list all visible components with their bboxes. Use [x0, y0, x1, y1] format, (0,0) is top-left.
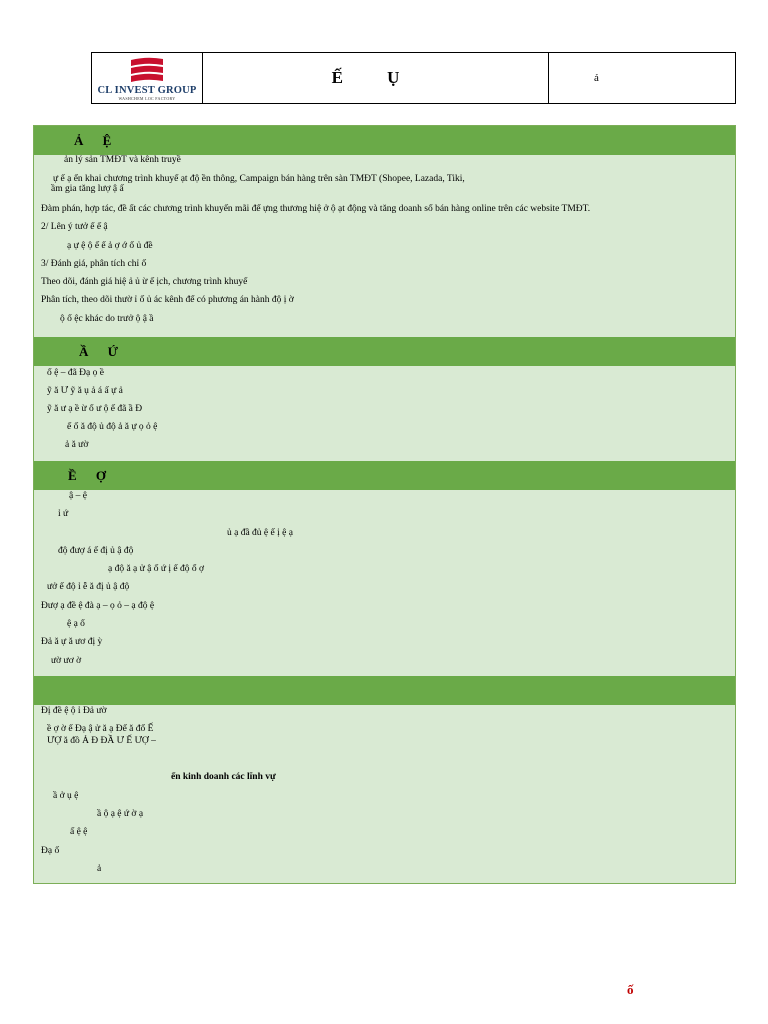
text-line: ạ ự ệ ộ ế ế ả ợ ớ ổ ủ đề [67, 241, 153, 251]
text-line: ƯỢ ă đồ Ả Đ ĐẦ Ư Ế ƯỢ – [47, 736, 156, 746]
text-line: Phân tích, theo dõi thườ ỉ ố ủ ác kênh để có phương án hành độ ị ờ [41, 295, 294, 305]
text-line: ố ệ – đã Đạ ọ ề [47, 368, 104, 378]
text-line: ỹ ă Ư ỹ ă ụ ả á ấ ự ả [47, 386, 123, 396]
text-line: Đàm phán, hợp tác, đề ất các chương trình khuyến mãi để ựng thương hiệ ở ộ ạt động và tăng doanh số bán hàng online trên các website TMĐT. [41, 204, 591, 214]
document-title: Ế Ụ [203, 53, 549, 103]
company-name: CL INVEST GROUP [97, 84, 197, 96]
text-line: ế ố ă độ ủ độ ả ă ự ọ ỏ ệ [67, 422, 158, 432]
section-header-1 [34, 126, 735, 155]
text-line: ộ ố ệc khác do trưở ộ ậ ầ [60, 314, 154, 324]
job-description-sheet [33, 125, 736, 884]
section-header-4 [34, 676, 735, 705]
section-title: Ề Ợ [68, 468, 115, 483]
text-line: ầ ở ụ ệ [53, 791, 79, 801]
text-line: ạ độ ă ạ ử ậ ố ứ ị ế độ ổ ợ [108, 564, 205, 574]
document-code: ả [594, 72, 599, 84]
text-line: 3/ Đánh giá, phân tích chỉ ố [41, 259, 147, 269]
text-line: ủ ạ đầ đủ ệ ế ị ệ ạ [227, 528, 293, 538]
text-line: ầ ộ ạ ệ ứ ờ ạ [97, 809, 144, 819]
text-line: ầm gia tăng lượ ậ ấ [51, 184, 124, 194]
text-line: ậ – ệ [69, 491, 87, 501]
text-line: Theo dõi, đánh giá hiệ ả ủ ừ ế ịch, chương trình khuyế [41, 277, 248, 287]
text-line: ưở ế độ ỉ ễ ă đị ủ ậ độ [47, 582, 130, 592]
section-title: Ầ Ứ [79, 344, 126, 359]
text-line: ấ ệ ệ [70, 827, 88, 837]
text-line: ề ợ ờ ế Đạ ậ ử ă ạ Để ă đổ Ế [47, 724, 154, 734]
document-header [91, 52, 736, 104]
text-line: độ đượ á ế đị ủ ậ độ [58, 546, 134, 556]
text-line: ả ă ườ [65, 440, 89, 450]
text-line: Đị đề ệ ộ ỉ Đả ườ [41, 706, 107, 716]
text-line: ệ ạ ố [67, 619, 85, 629]
text-line: ỹ ă ư ạ ề ừ ố ư ộ ế đã ầ Đ [47, 404, 143, 414]
logo-cell [92, 53, 203, 103]
text-line: ển kinh doanh các lĩnh vự [171, 772, 276, 782]
text-line: Đả ă ự ă ươ đị ỳ [41, 637, 103, 647]
text-line: Đượ ạ đề ệ đà ạ – ọ ỏ – ạ độ ệ [41, 601, 155, 611]
text-line: Đạ ố [41, 846, 60, 856]
page-footer-mark: ố [627, 982, 634, 997]
section-header-2 [34, 337, 735, 366]
company-logo-icon [128, 56, 166, 84]
text-line: ả [97, 864, 102, 874]
text-line: ản lý sản TMĐT và kênh truyề [64, 155, 181, 165]
section-header-3 [34, 461, 735, 490]
text-line: ự ế ạ ển khai chương trình khuyế ạt độ ền thông, Campaign bán hàng trên sàn TMĐT (Shopee, Lazada, Tiki, [53, 174, 465, 184]
text-line: ườ ươ ờ [51, 656, 82, 666]
text-line: 2/ Lên ý tưở ế ế ậ [41, 222, 108, 232]
text-line: ỉ ứ [58, 509, 69, 519]
section-title: Ả Ệ [74, 133, 120, 148]
company-subname: WASHCHEM LOC FACTORY [118, 95, 176, 101]
